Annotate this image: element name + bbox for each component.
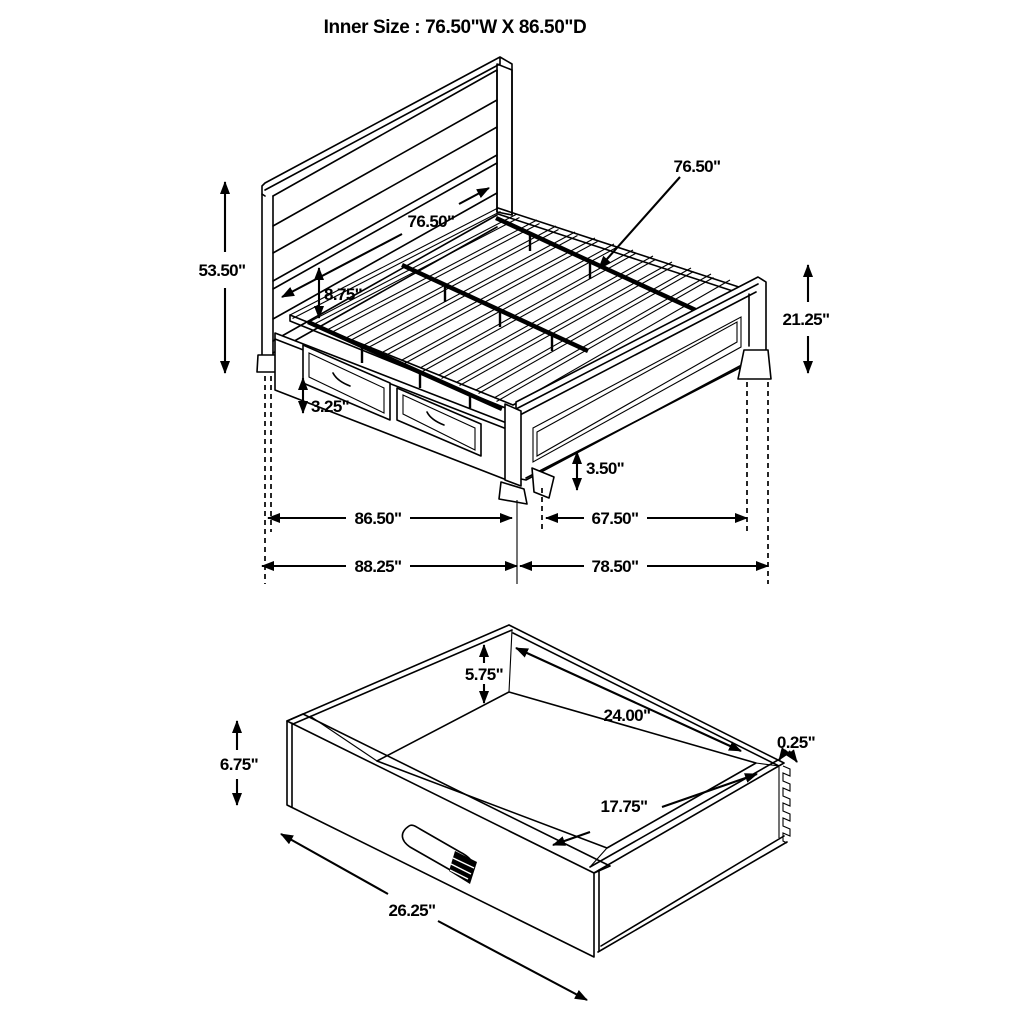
dim-drawer-inner-length-label: 24.00" xyxy=(603,706,651,725)
dim-inner-width-label: 76.50" xyxy=(673,157,721,176)
headboard xyxy=(257,57,512,372)
dim-drawer-front-height xyxy=(220,721,258,805)
drawer-floor xyxy=(377,692,756,848)
dim-overall-depth xyxy=(262,557,517,576)
dim-overall-depth-label: 88.25" xyxy=(354,557,402,576)
dim-drawer-side-thickness xyxy=(777,733,815,762)
dim-headboard-height xyxy=(198,182,245,373)
dim-drawer-inner-height-label: 5.75" xyxy=(464,665,504,684)
dim-overall-width-label: 78.50" xyxy=(591,557,639,576)
dim-drawer-front-width-label: 26.25" xyxy=(388,901,436,920)
storage-drawer-detail-view xyxy=(220,625,815,1000)
dim-foot-height-label: 3.50" xyxy=(586,459,625,478)
dovetail-joint xyxy=(779,766,790,843)
dim-footboard-span-label: 67.50" xyxy=(591,509,639,528)
front-post-foot xyxy=(499,482,527,504)
headboard-panel-lines xyxy=(273,70,497,353)
footboard-face xyxy=(516,277,766,480)
dim-drawer-inner-width xyxy=(553,774,757,845)
dim-drawer-front-height-label: 6.75" xyxy=(219,755,259,774)
dim-drawer-side-thickness-label: 0.25" xyxy=(776,733,816,752)
drawer-front-panel xyxy=(287,714,610,957)
dim-inner-depth xyxy=(268,509,512,528)
dim-drawer-clearance-label: 3.25" xyxy=(311,397,350,416)
drawer-handle xyxy=(402,825,477,884)
dim-drawer-inner-height xyxy=(465,645,503,703)
front-post xyxy=(505,404,521,486)
footboard-right-foot xyxy=(738,350,771,379)
footboard xyxy=(516,277,771,480)
dim-foot-height xyxy=(577,452,624,490)
dovetail-teeth xyxy=(779,766,790,843)
dim-inner-depth-label: 86.50" xyxy=(354,509,402,528)
dim-drawer-inner-length xyxy=(516,648,741,751)
dim-overall-width xyxy=(520,557,768,576)
page-title: Inner Size : 76.50"W X 86.50"D xyxy=(323,17,587,38)
dim-slat-width-label: 76.50" xyxy=(407,212,455,231)
dim-footboard-height-label: 21.25" xyxy=(782,310,830,329)
dim-footboard-height xyxy=(782,265,829,373)
dim-headboard-to-deck-label: 8.75" xyxy=(324,285,363,304)
bed-assembly-view xyxy=(198,57,829,584)
headboard-right-post xyxy=(497,64,512,215)
drawer-inner-corners xyxy=(310,630,779,867)
dim-headboard-height-label: 53.50" xyxy=(198,261,246,280)
dim-drawer-inner-width-label: 17.75" xyxy=(600,797,648,816)
storage-foot xyxy=(532,468,554,498)
dim-footboard-span xyxy=(546,509,747,528)
dim-inner-width xyxy=(599,157,721,268)
drawer-box xyxy=(287,625,787,957)
